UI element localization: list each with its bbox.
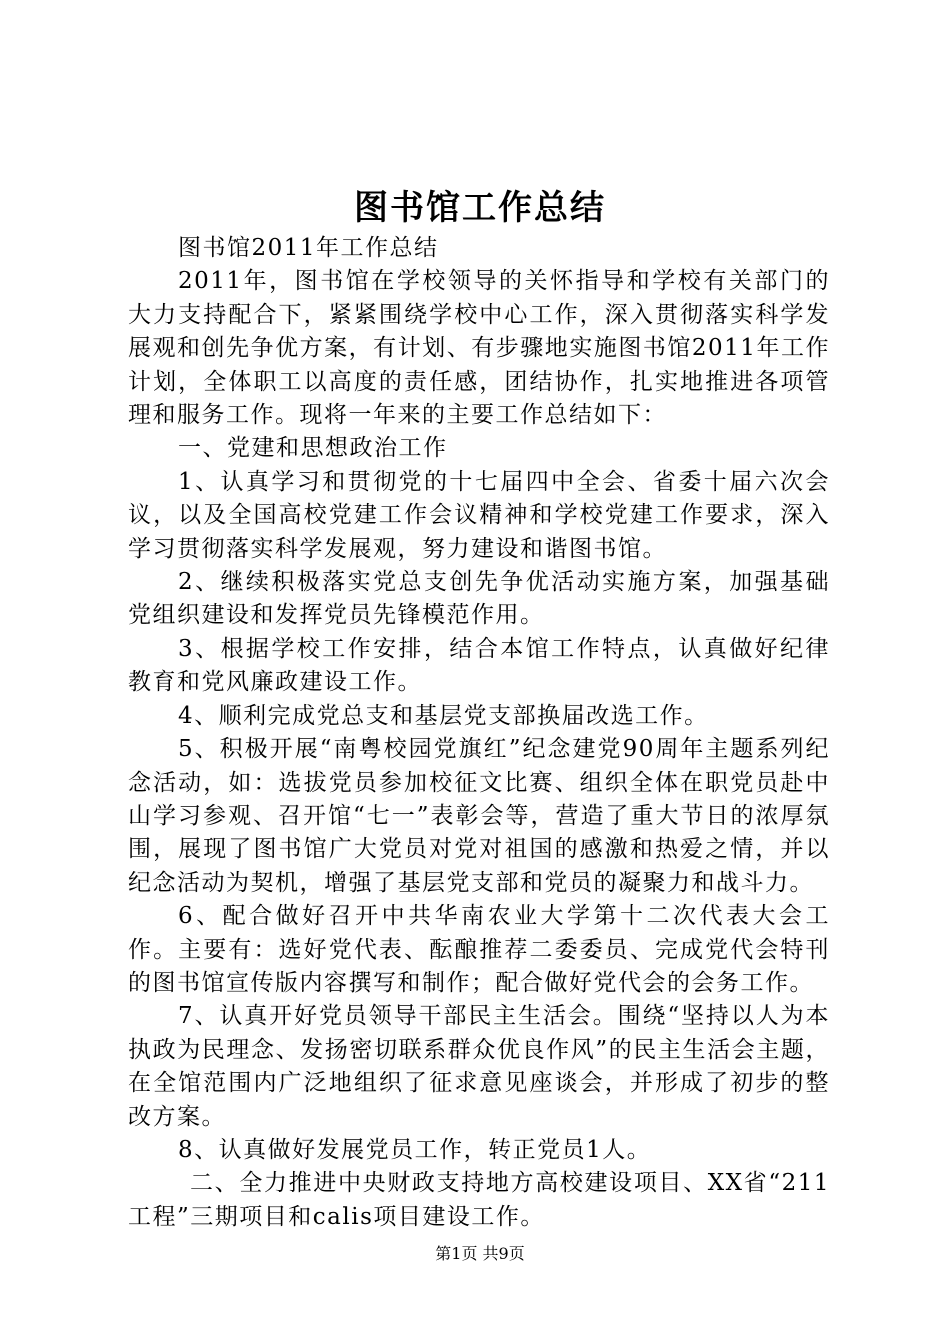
paragraph-item-8: 8、认真做好发展党员工作，转正党员1人。 (178, 1136, 652, 1163)
paragraph-intro: 2011年，图书馆在学校领导的关怀指导和学校有关部门的大力支持配合下，紧紧围绕学校中心工作，深入贯彻落实科学发展观和创先争优方案，有计划、有步骤地实施图书馆2011年工作计划，全体职工以高度的责任感，团结协作，扎实地推进各项管理和服务工作。现将一年来的主要工作总结如下： (128, 268, 830, 429)
paragraph-item-1: 1、认真学习和贯彻党的十七届四中全会、省委十届六次会议，以及全国高校党建工作会议精神和学校党建工作要求，深入学习贯彻落实科学发展观，努力建设和谐图书馆。 (128, 468, 830, 562)
paragraph-item-7: 7、认真开好党员领导干部民主生活会。围绕“坚持以人为本执政为民理念、发扬密切联系群众优良作风”的民主生活会主题，在全馆范围内广泛地组织了征求意见座谈会，并形成了初步的整改方案。 (128, 1003, 830, 1130)
document-title: 图书馆工作总结 (354, 188, 606, 228)
paragraph-item-2: 2、继续积极落实党总支创先争优活动实施方案，加强基础党组织建设和发挥党员先锋模范作用。 (128, 569, 830, 629)
section-heading-1: 一、党建和思想政治工作 (178, 435, 448, 462)
paragraph-item-4: 4、顺利完成党总支和基层党支部换届改选工作。 (178, 702, 709, 729)
paragraph-item-5: 5、积极开展“南粤校园党旗红”纪念建党90周年主题系列纪念活动，如：选拔党员参加校征文比赛、组织全体在职党员赴中山学习参观、召开馆“七一”表彰会等，营造了重大节日的浓厚氛围，展现了图书馆广大党员对党对祖国的感激和热爱之情，并以纪念活动为契机，增强了基层党支部和党员的凝聚力和战斗力。 (128, 736, 830, 896)
paragraph-subtitle: 图书馆2011年工作总结 (178, 235, 439, 261)
document-body (128, 232, 830, 1234)
paragraph-item-6: 6、配合做好召开中共华南农业大学第十二次代表大会工作。主要有：选好党代表、酝酿推荐二委委员、完成党代会特刊的图书馆宣传版内容撰写和制作；配合做好党代会的会务工作。 (128, 903, 830, 996)
paragraph-item-3: 3、根据学校工作安排，结合本馆工作特点，认真做好纪律教育和党风廉政建设工作。 (128, 635, 830, 696)
page-footer: 第1页 共9页 (435, 1244, 525, 1263)
section-heading-2: 二、全力推进中央财政支持地方高校建设项目、XX省“211工程”三期项目和calis项目建设工作。 (128, 1170, 830, 1230)
